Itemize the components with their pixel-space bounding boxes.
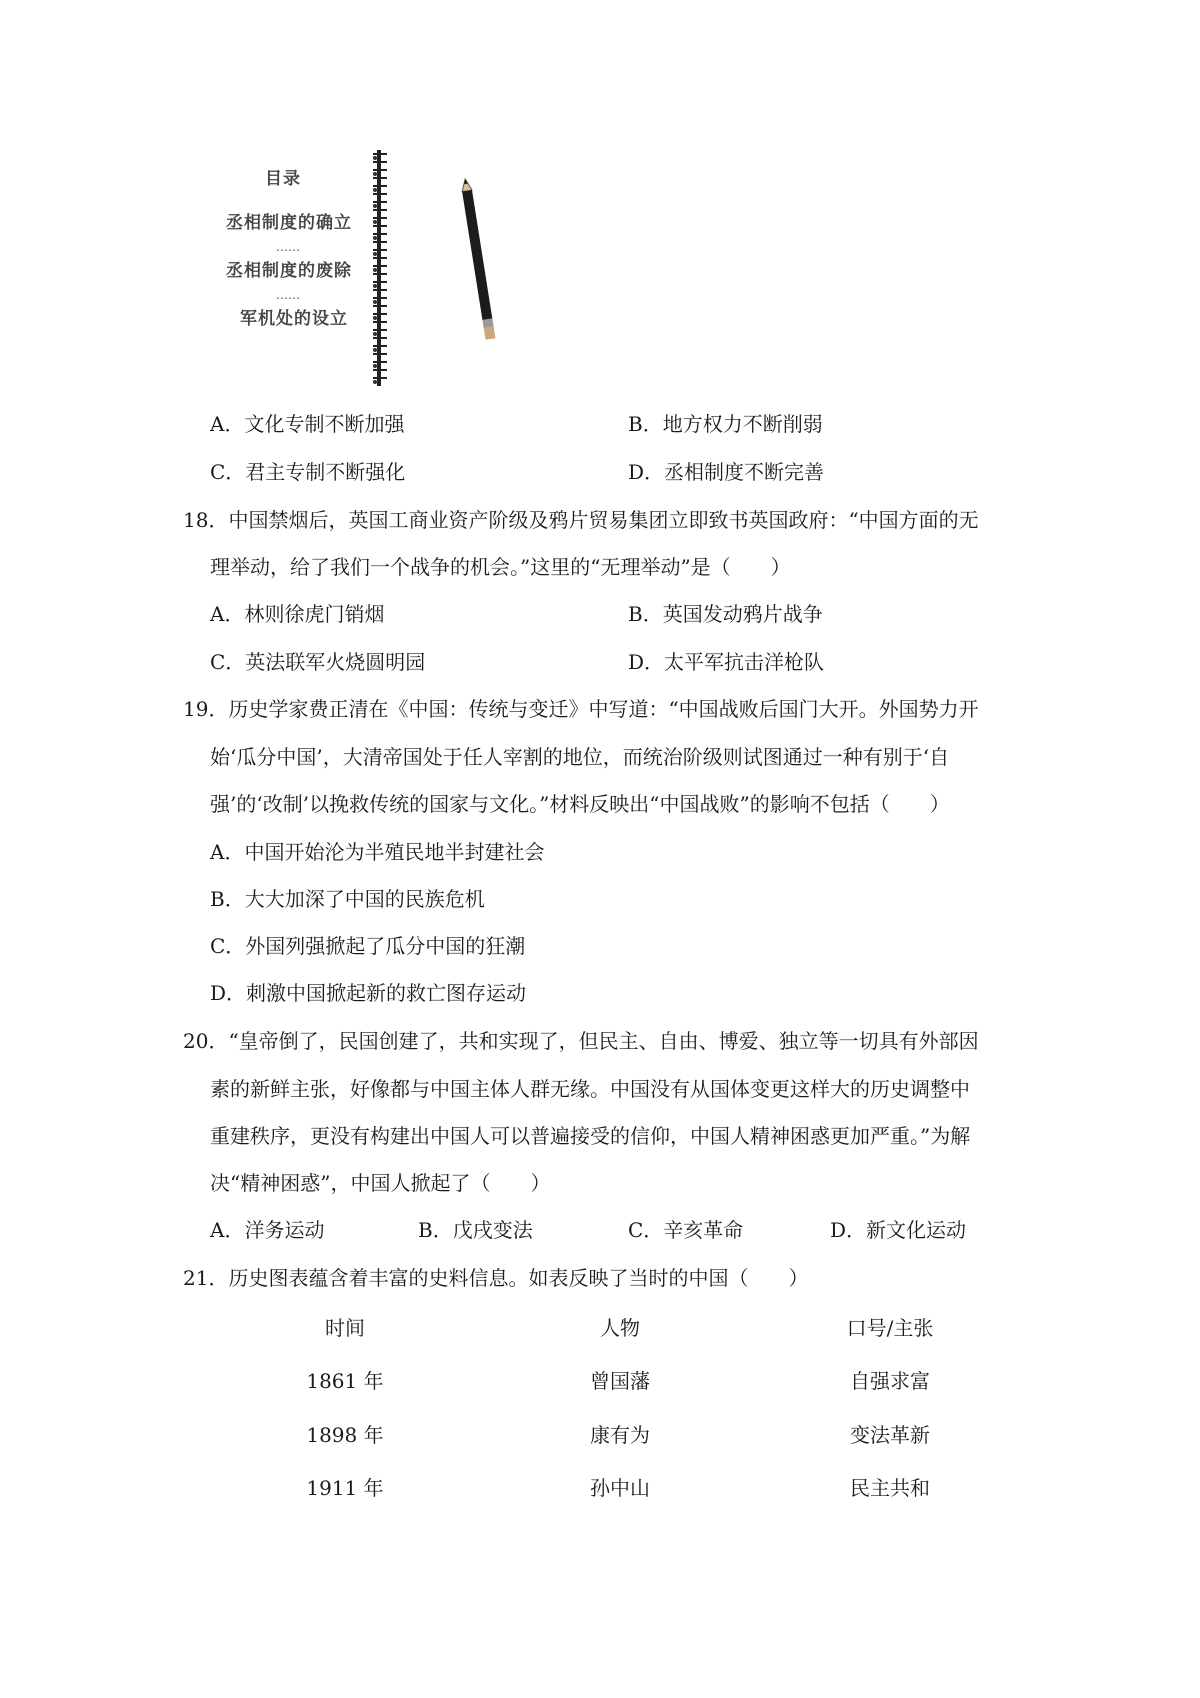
q20-option-d: D．新文化运动: [830, 1218, 967, 1242]
q19-option-d: D．刺激中国掀起新的救亡图存运动: [210, 981, 527, 1005]
notebook-line: 军机处的设立: [240, 309, 348, 329]
q20-stem-line3: 重建秩序，更没有构建出中国人可以普遍接受的信仰，中国人精神困惑更加严重。”为解: [210, 1124, 971, 1148]
table-cell: 孙中山: [590, 1476, 650, 1500]
table-cell: 1861 年: [306, 1369, 384, 1393]
q18-option-d: D．太平军抗击洋枪队: [628, 650, 825, 674]
q17-option-b: B．地方权力不断削弱: [628, 412, 823, 436]
table-cell: 变法革新: [850, 1423, 930, 1447]
q20-option-a: A．洋务运动: [210, 1218, 325, 1242]
q17-option-d: D．丞相制度不断完善: [628, 460, 825, 484]
q17-option-c: C．君主专制不断强化: [210, 460, 406, 484]
table-cell: 民主共和: [850, 1476, 930, 1500]
table-cell: 自强求富: [850, 1369, 930, 1393]
notebook-title: 目录: [265, 169, 301, 189]
q21-stem-line1: 21．历史图表蕴含着丰富的史料信息。如表反映了当时的中国（ ）: [183, 1266, 809, 1290]
q18-option-c: C．英法联军火烧圆明园: [210, 650, 426, 674]
q19-stem-line2: 始‘瓜分中国’，大清帝国处于任人宰割的地位，而统治阶级则试图通过一种有别于‘自: [210, 745, 950, 769]
pencil-icon: [460, 178, 495, 340]
table-cell: 1911 年: [306, 1476, 384, 1500]
q18-option-b: B．英国发动鸦片战争: [628, 602, 823, 626]
notebook-line: 丞相制度的废除: [226, 261, 352, 281]
q20-stem-line2: 素的新鲜主张，好像都与中国主体人群无缘。中国没有从国体变更这样大的历史调整中: [210, 1077, 970, 1101]
question-17-figure: [210, 150, 570, 390]
q19-option-b: B．大大加深了中国的民族危机: [210, 887, 485, 911]
q20-stem-line4: 决“精神困惑”，中国人掀起了（ ）: [210, 1171, 551, 1195]
table-cell: 康有为: [590, 1423, 650, 1447]
notebook-dots: ……: [276, 288, 300, 302]
table-header-person: 人物: [600, 1316, 640, 1340]
notebook-spiral-and-pencil: [365, 150, 570, 390]
table-header-slogan: 口号/主张: [846, 1316, 934, 1340]
q20-stem-line1: 20．“皇帝倒了，民国创建了，共和实现了，但民主、自由、博爱、独立等一切具有外部因: [183, 1029, 979, 1053]
q17-option-a: A．文化专制不断加强: [210, 412, 405, 436]
q19-stem-line3: 强’的‘改制’以挽救传统的国家与文化。”材料反映出“中国战败”的影响不包括（ ）: [210, 792, 950, 816]
table-cell: 曾国藩: [590, 1369, 650, 1393]
q20-option-c: C．辛亥革命: [628, 1218, 744, 1242]
q18-stem-line2: 理举动，给了我们一个战争的机会。”这里的“无理举动”是（ ）: [210, 555, 791, 579]
table-cell: 1898 年: [306, 1423, 384, 1447]
notebook-image: [210, 150, 385, 390]
table-header-time: 时间: [325, 1316, 365, 1340]
q19-stem-line1: 19．历史学家费正清在《中国：传统与变迁》中写道：“中国战败后国门大开。外国势力开: [183, 697, 979, 721]
q19-option-a: A．中国开始沦为半殖民地半封建社会: [210, 840, 545, 864]
q20-option-b: B．戊戌变法: [418, 1218, 533, 1242]
q18-option-a: A．林则徐虎门销烟: [210, 602, 385, 626]
spiral-binding-icon: [373, 150, 387, 386]
q18-stem-line1: 18．中国禁烟后，英国工商业资产阶级及鸦片贸易集团立即致书英国政府：“中国方面的无: [183, 508, 979, 532]
q19-option-c: C．外国列强掀起了瓜分中国的狂潮: [210, 934, 526, 958]
notebook-line: 丞相制度的确立: [226, 213, 352, 233]
notebook-dots: ……: [276, 240, 300, 254]
